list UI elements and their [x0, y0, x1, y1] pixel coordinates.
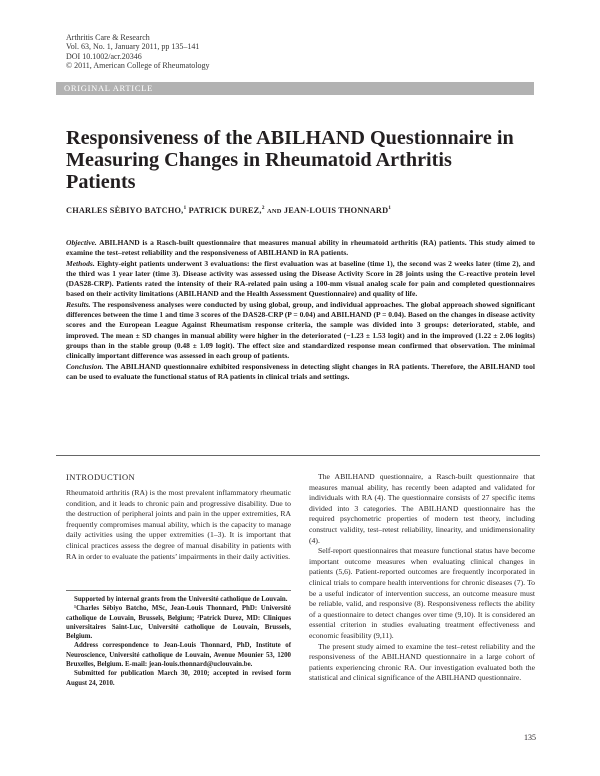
- abstract-conclusion: [66, 362, 535, 383]
- intro-paragraph-1: Rheumatoid arthritis (RA) is the most prevalent inflammatory rheumatic condition, and it leads to chronic pain and progressive disability. Due to the destruction of peripheral joints and pain in the upper extremities, RA frequently compromises manual ability, which is the capacity to manage daily activities using the upper extremities (1–3). It is important that clinical practices assess the degree of manual disability in patients with RA in order to evaluate the patients’ impairments in their daily activities.: [66, 488, 291, 561]
- footnote-block: [66, 595, 291, 688]
- page-number: 135: [524, 733, 536, 742]
- abstract: [66, 238, 535, 382]
- conclusion-text: The ABILHAND questionnaire exhibited responsiveness in detecting slight changes in RA patients. Therefore, the ABILHAND tool can be used to evaluate the functional status of RA patients in clinical trials and settings.: [66, 361, 535, 381]
- footnote-affiliations: ¹Charles Sèbiyo Batcho, MSc, Jean-Louis Thonnard, PhD: Université catholique de Louvain, Brussels, Belgium; ²Patrick Durez, MD: Cliniques universitaires Saint-Luc, Université catholique de Louvain, Brussels, Belgium.: [66, 605, 291, 641]
- article-type-bar: [56, 82, 534, 95]
- article-title: Responsiveness of the ABILHAND Questionnaire in Measuring Changes in Rheumatoid Arthritis Patients: [66, 127, 514, 193]
- footnote-dates: Submitted for publication March 30, 2010; accepted in revised form August 24, 2010.: [66, 670, 291, 687]
- author-2-affil: 2: [261, 205, 265, 211]
- author-3: JEAN-LOUIS THONNARD: [283, 205, 389, 215]
- objective-text: ABILHAND is a Rasch-built questionnaire that measures manual ability in rheumatoid arthritis (RA) patients. This study aimed to examine the test–retest reliability and the responsiveness of ABILHAND in RA patients.: [66, 238, 535, 258]
- methods-label: Methods.: [66, 258, 95, 268]
- journal-header: [66, 33, 210, 71]
- author-3-affil: 1: [388, 205, 392, 211]
- footnote-correspondence: Address correspondence to Jean-Louis Thonnard, PhD, Institute of Neuroscience, Université catholique de Louvain, Avenue Mounier 53, 1200 Bruxelles, Belgium. E-mail: jean-louis.thonnard@uclouvain.be.: [66, 642, 291, 669]
- author-2: PATRICK DUREZ,: [188, 205, 262, 215]
- journal-name: Arthritis Care & Research: [66, 33, 150, 42]
- left-column: [66, 488, 291, 562]
- journal-doi: DOI 10.1002/acr.20346: [66, 51, 142, 61]
- footnote-funding: Supported by internal grants from the Université catholique de Louvain.: [74, 596, 288, 603]
- right-paragraph-1: The ABILHAND questionnaire, a Rasch-built questionnaire that measures manual ability, has recently been adapted and validated for individuals with RA (4). The questionnaire consists of 27 specific items divided into 3 categories. The ABILHAND questionnaire has the required psychometric properties of modern test theory, including construct validity, test–retest reliability, linearity, and unidimensionality (4).: [309, 472, 535, 545]
- results-label: Results.: [66, 299, 91, 309]
- results-text: The responsiveness analyses were conducted by using global, group, and individual approaches. The global approach showed significant differences between the time 1 and time 3 scores of the DAS28-CRP (P = 0.04) and ABILHAND (P = 0.04). Based on the changes in disease activity scores and the European League Against Rheumatism response criteria, the sample was divided into 3 groups: deteriorated, stable, and improved. The mean ± SD changes in manual ability were higher in the deteriorated (−1.23 ± 1.53 logit) and in the improved (1.22 ± 2.06 logits) groups than in the stable group (0.48 ± 1.09 logit). The effect size and standardized response mean confirmed that observation. The minimal clinically important difference was assessed in each group of patients.: [66, 299, 535, 361]
- abstract-methods: [66, 259, 535, 300]
- methods-text: Eighty-eight patients underwent 3 evaluations: the first evaluation was at baseline (time 1), the second was 2 weeks later (time 2), and the third was 1 year later (time 3). Disease activity was assessed using the Disease Activity Score in 28 joints using the C-reactive protein level (DAS28-CRP). Patients rated the intensity of their RA-related pain using a 100-mm visual analog scale for pain and completed questionnaires based on their activity limitations (ABILHAND and the Health Assessment Questionnaire) and quality of life.: [66, 258, 535, 299]
- author-1: CHARLES SÈBIYO BATCHO,: [66, 205, 184, 215]
- journal-volume: Vol. 63, No. 1, January 2011, pp 135–141: [66, 42, 200, 52]
- conclusion-label: Conclusion.: [66, 361, 104, 371]
- right-paragraph-3: The present study aimed to examine the test–retest reliability and the responsiveness of the ABILHAND questionnaire in a large cohort of patients experiencing chronic RA. Our investigation evaluated both the statistical and clinical significance of the ABILHAND questionnaire.: [309, 641, 535, 683]
- author-and: AND: [266, 207, 282, 215]
- article-type-label: ORIGINAL ARTICLE: [64, 83, 153, 93]
- introduction-heading: INTRODUCTION: [66, 472, 136, 482]
- abstract-objective: [66, 238, 535, 259]
- section-divider: [56, 455, 540, 456]
- right-column: [309, 472, 535, 684]
- footnote-rule: [66, 590, 291, 591]
- author-1-affil: 1: [183, 205, 187, 211]
- right-paragraph-2: Self-report questionnaires that measure functional status have become important outcome measures when evaluating clinical changes in patients (5,6). Patient-reported outcomes are frequently incorporated in clinical trials to compare health interventions for chronic diseases (7). To be a useful indicator of intervention success, an outcome measure must be reliable, valid, and responsive (8). Responsiveness reflects the ability of a questionnaire to detect changes over time (9,10). It is considered an essential criterion in studies evaluating treatment effectiveness and economic feasibility (9,11).: [309, 546, 535, 640]
- journal-copyright: © 2011, American College of Rheumatology: [66, 61, 210, 71]
- abstract-results: [66, 300, 535, 362]
- objective-label: Objective.: [66, 238, 97, 247]
- author-list: [66, 205, 391, 215]
